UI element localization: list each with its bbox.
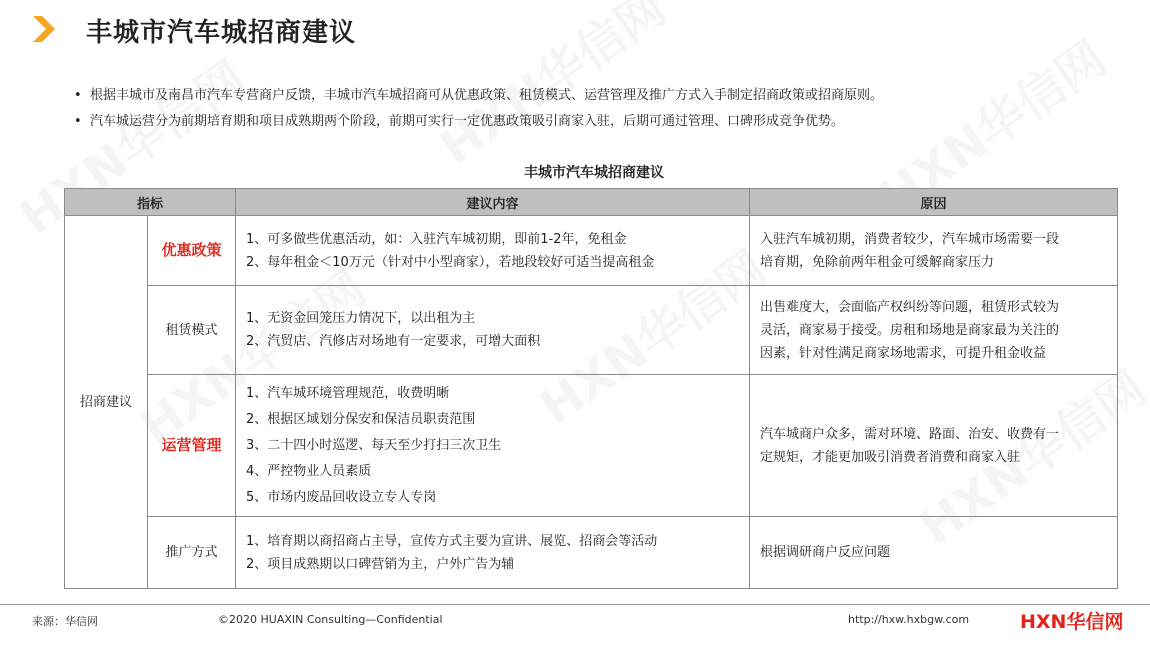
footer-divider	[0, 604, 1150, 605]
suggestion-line: 4、严控物业人员素质	[246, 463, 372, 479]
bullet-icon: •	[74, 88, 82, 103]
footer-source: 来源：华信网	[32, 615, 98, 628]
row-label-preferential: 优惠政策	[148, 216, 236, 286]
reason-cell	[750, 216, 1118, 286]
table-row	[65, 375, 1118, 517]
bullet-text: 根据丰城市及南昌市汽车专营商户反馈，丰城市汽车城招商可从优惠政策、租赁模式、运营管理及推广方式入手制定招商政策或招商原则。	[90, 88, 884, 103]
suggestion-line: 2、项目成熟期以口碑营销为主，户外广告为辅	[246, 556, 515, 572]
footer-url[interactable]: http://hxw.hxbgw.com	[848, 613, 970, 626]
suggestion-line: 3、二十四小时巡逻、每天至少打扫三次卫生	[246, 437, 502, 453]
header-indicator: 指标	[65, 189, 236, 216]
row-label-operations: 运营管理	[148, 375, 236, 517]
bullet-item	[74, 86, 1114, 112]
suggestion-cell	[236, 286, 750, 375]
bullet-text: 汽车城运营分为前期培育期和项目成熟期两个阶段，前期可实行一定优惠政策吸引商家入驻，后期可通过管理、口碑形成竞争优势。	[90, 114, 845, 129]
suggestion-line: 1、无资金回笼压力情况下，以出租为主	[246, 311, 476, 326]
chevron-right-icon	[33, 16, 57, 42]
reason-cell	[750, 517, 1118, 589]
suggestion-line: 1、培育期以商招商占主导，宣传方式主要为宣讲、展览、招商会等活动	[246, 533, 658, 549]
suggestion-line: 1、汽车城环境管理规范，收费明晰	[246, 385, 450, 401]
reason-line: 出售难度大，会面临产权纠纷等问题，租赁形式较为	[760, 299, 1060, 315]
reason-line: 因素，针对性满足商家场地需求，可提升租金收益	[760, 345, 1047, 361]
header-reason: 原因	[750, 189, 1118, 216]
suggestion-cell	[236, 216, 750, 286]
reason-line: 入驻汽车城初期，消费者较少，汽车城市场需要一段	[760, 231, 1060, 247]
brand-logo-hxn: HXN	[1020, 611, 1067, 633]
suggestion-cell	[236, 517, 750, 589]
bullet-list	[74, 86, 1114, 138]
reason-cell	[750, 286, 1118, 375]
reason-cell	[750, 375, 1118, 517]
suggestion-line: 1、可多做些优惠活动，如：入驻汽车城初期，即前1-2年，免租金	[246, 231, 627, 247]
reason-line: 培育期，免除前两年租金可缓解商家压力	[760, 254, 995, 270]
suggestion-line: 5、市场内废品回收设立专人专岗	[246, 489, 437, 505]
brand-logo-cn: 华信网	[1066, 611, 1124, 633]
suggestion-table	[64, 188, 1118, 589]
suggestion-line: 2、根据区域划分保安和保洁员职责范围	[246, 411, 476, 427]
reason-line: 汽车城商户众多，需对环境、路面、治安、收费有一	[760, 426, 1060, 442]
suggestion-line: 2、每年租金＜10万元（针对中小型商家），若地段较好可适当提高租金	[246, 254, 655, 270]
table-header-row	[65, 189, 1118, 216]
page-title: 丰城市汽车城招商建议	[86, 18, 357, 48]
reason-line: 灵活，商家易于接受。房租和场地是商家最为关注的	[760, 322, 1060, 338]
table-row	[65, 286, 1118, 375]
reason-line: 根据调研商户反应问题	[760, 545, 891, 560]
bullet-item	[74, 112, 1114, 138]
bullet-icon: •	[74, 114, 82, 129]
suggestion-line: 2、汽贸店、汽修店对场地有一定要求，可增大面积	[246, 334, 541, 349]
reason-line: 定规矩，才能更加吸引消费者消费和商家入驻	[760, 449, 1021, 465]
table-title: 丰城市汽车城招商建议	[524, 165, 664, 181]
table-row	[65, 216, 1118, 286]
table-row	[65, 517, 1118, 589]
brand-logo	[1020, 607, 1123, 634]
footer-copyright: ©2020 HUAXIN Consulting—Confidential	[218, 613, 443, 626]
suggestion-cell	[236, 375, 750, 517]
row-label-promotion: 推广方式	[148, 517, 236, 589]
category-cell: 招商建议	[65, 216, 148, 589]
row-label-leasing: 租赁模式	[148, 286, 236, 375]
header-suggestion: 建议内容	[236, 189, 750, 216]
